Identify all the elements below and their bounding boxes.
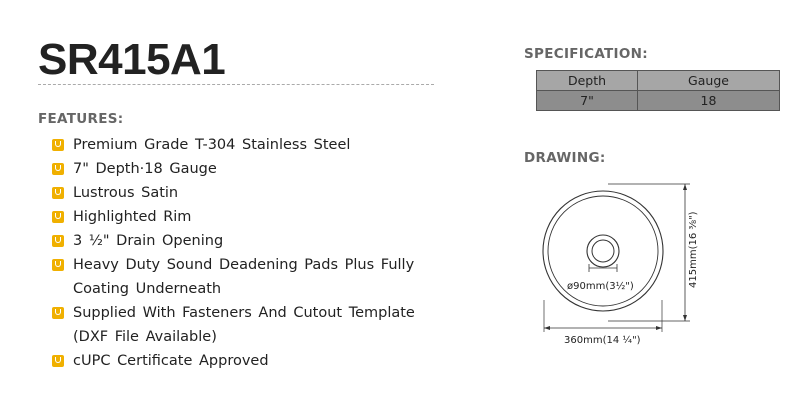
faucet-icon [52, 211, 64, 223]
faucet-icon [52, 259, 64, 271]
spec-header-gauge: Gauge [638, 71, 780, 91]
specification-title: SPECIFICATION: [524, 46, 648, 62]
faucet-icon [52, 355, 64, 367]
feature-item: Supplied With Fasteners And Cutout Template (DXF File Available) [52, 301, 434, 349]
faucet-icon [52, 139, 64, 151]
features-list [52, 133, 434, 373]
features-title: FEATURES: [38, 111, 124, 127]
bowl-outer-rim [543, 191, 663, 311]
sink-drawing [530, 180, 700, 352]
feature-item: cUPC Certificate Approved [52, 349, 434, 373]
drain-label: ø90mm(3½") [567, 281, 634, 292]
feature-item: Lustrous Satin [52, 181, 434, 205]
faucet-icon [52, 163, 64, 175]
feature-item: Highlighted Rim [52, 205, 434, 229]
specification-table [536, 70, 780, 111]
spec-value-depth: 7" [537, 91, 638, 111]
faucet-icon [52, 235, 64, 247]
feature-item: Premium Grade T-304 Stainless Steel [52, 133, 434, 157]
divider [38, 84, 434, 85]
spec-value-gauge: 18 [638, 91, 780, 111]
spec-header-depth: Depth [537, 71, 638, 91]
feature-item: 3 ½" Drain Opening [52, 229, 434, 253]
width-label: 360mm(14 ¼") [564, 335, 641, 346]
faucet-icon [52, 187, 64, 199]
length-label: 415mm(16 ⅜") [688, 211, 699, 288]
feature-item: 7" Depth·18 Gauge [52, 157, 434, 181]
drain-inner [592, 240, 614, 262]
model-number: SR415A1 [38, 35, 226, 84]
faucet-icon [52, 307, 64, 319]
drawing-title: DRAWING: [524, 150, 606, 166]
feature-item: Heavy Duty Sound Deadening Pads Plus Fully Coating Underneath [52, 253, 434, 301]
